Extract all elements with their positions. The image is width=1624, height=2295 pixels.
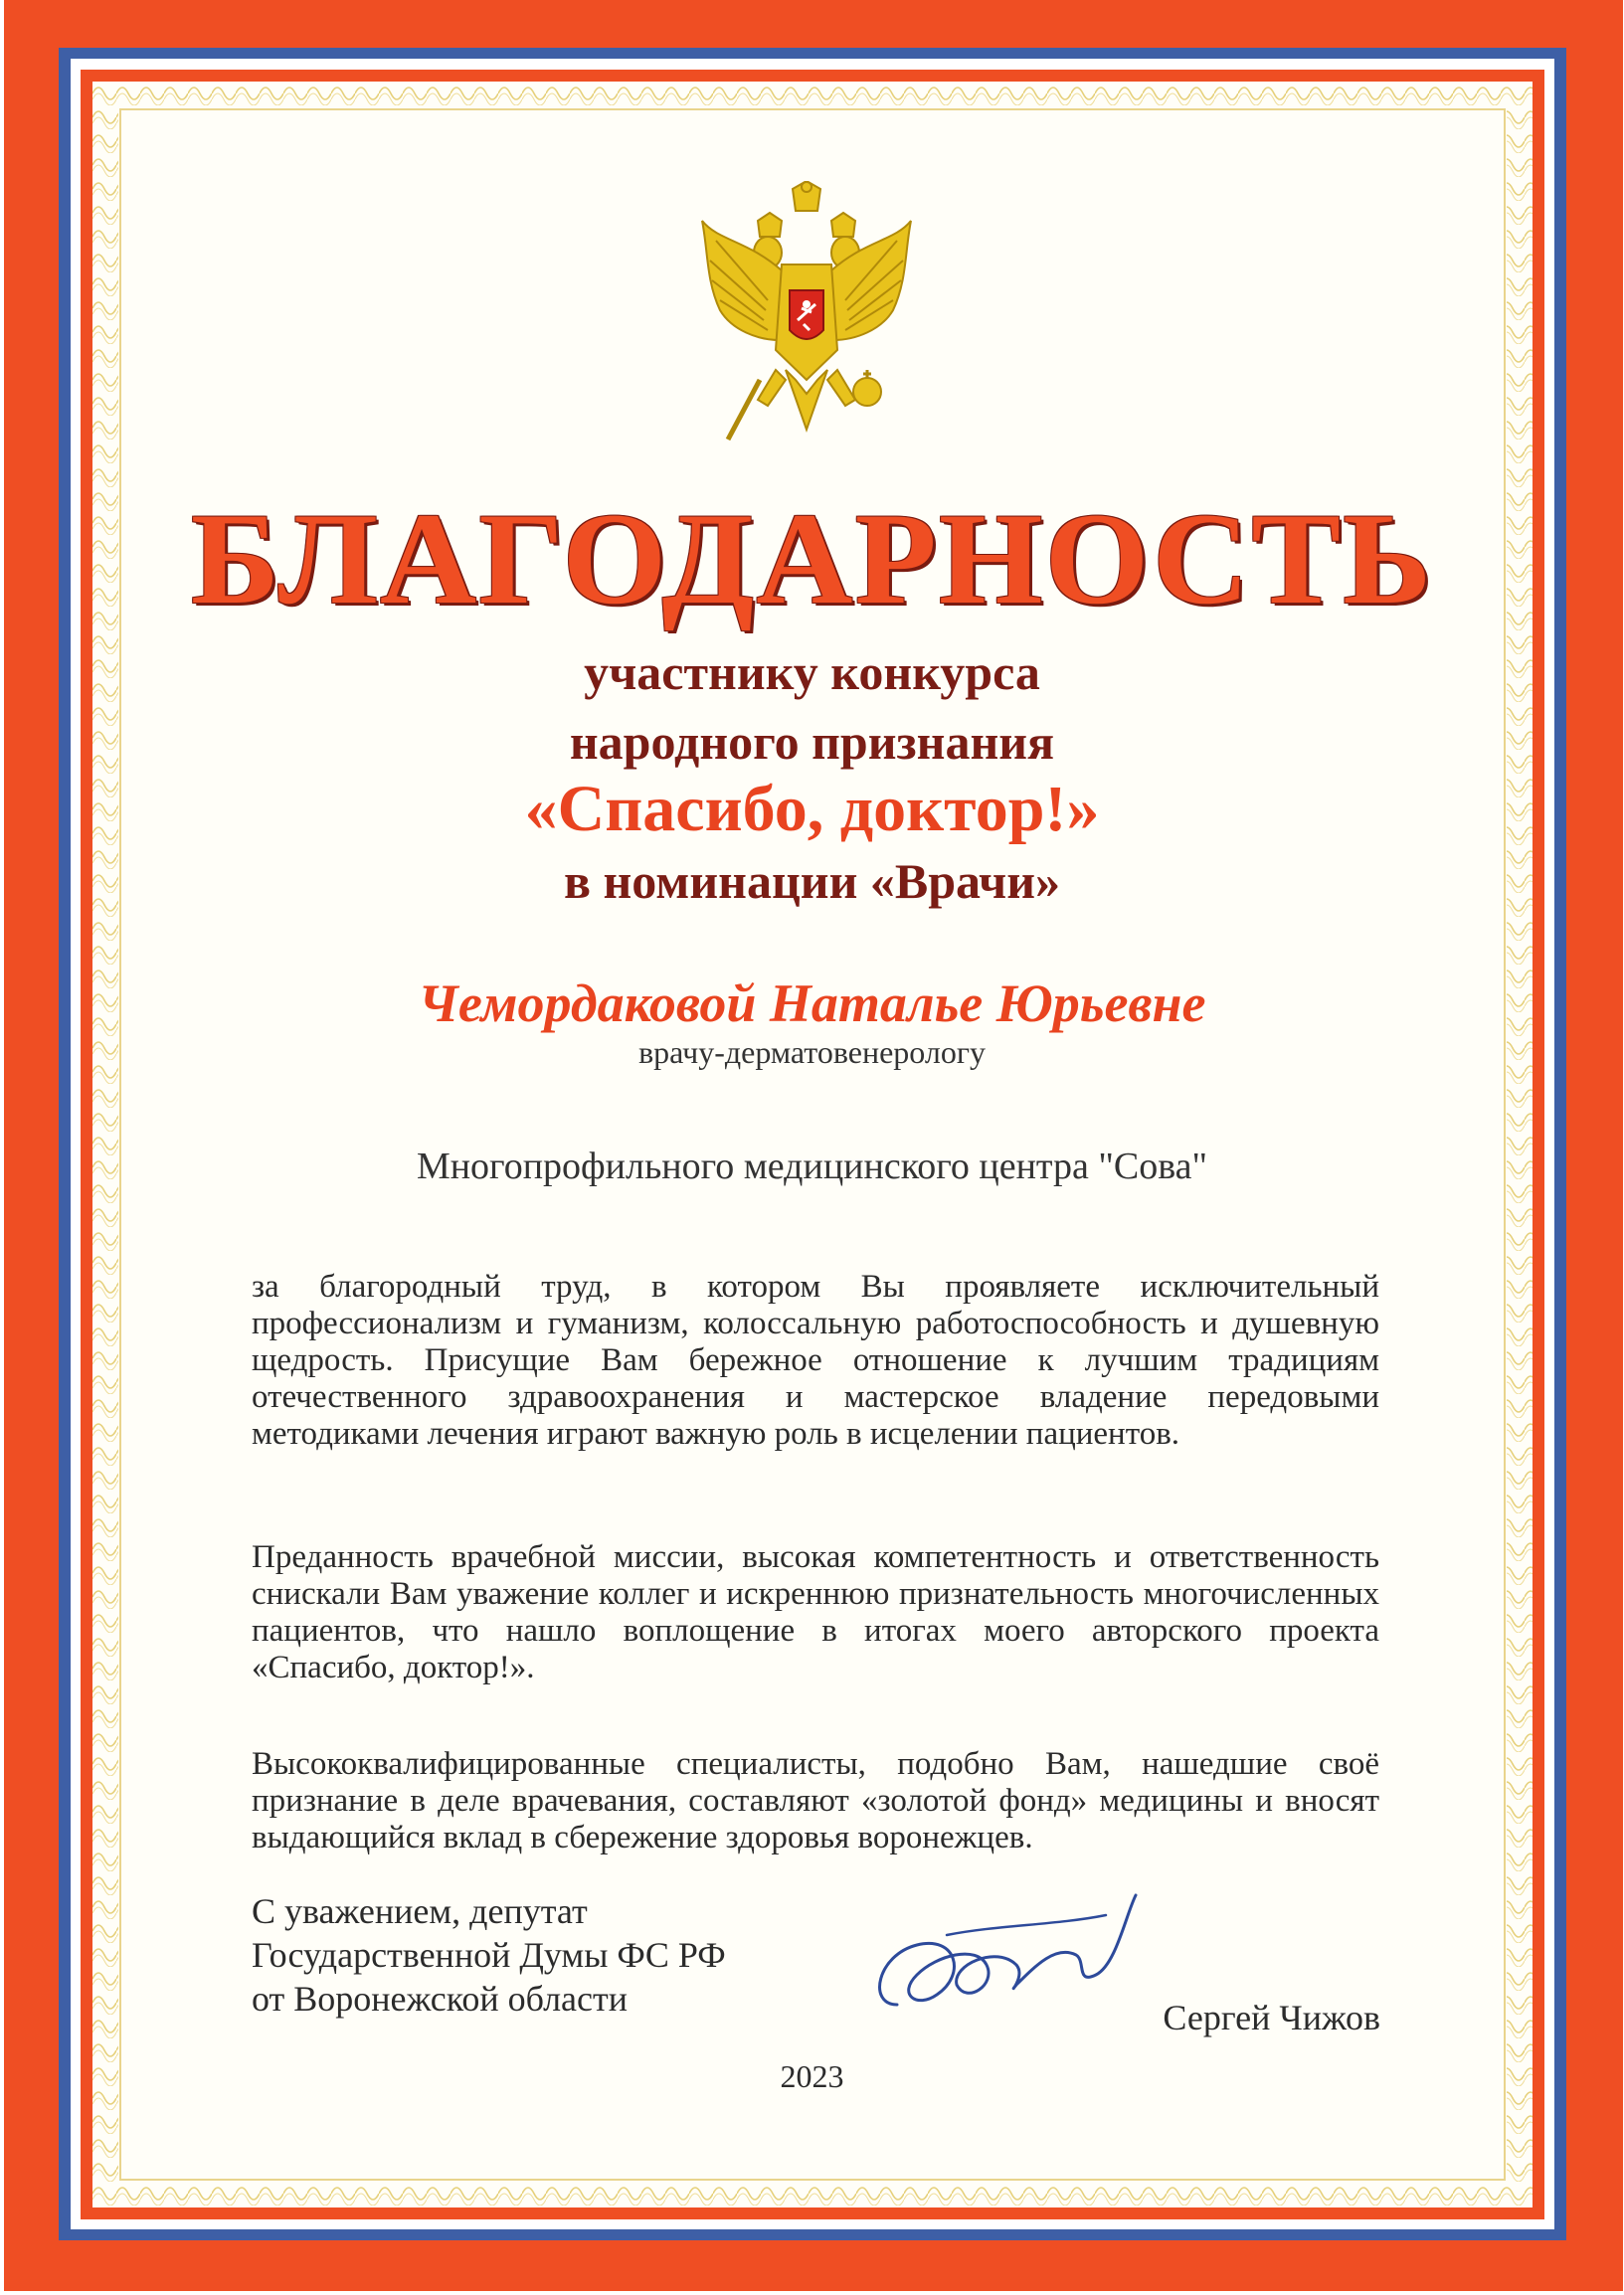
recipient-name: Чемордаковой Наталье Юрьевне: [418, 973, 1206, 1033]
contest-name: «Спасибо, доктор!»: [524, 773, 1100, 845]
paragraph-1: за благородный труд, в котором Вы проявляете исключительный профессионализм и гуманизм, колоссальную работоспособность и душевную щедрость. Присущие Вам бережное отношение к лучшим традициям отечественного здравоохранения и мастерское владение передовыми методиками лечения играют важную роль в исцелении пациентов.: [252, 1269, 1379, 1452]
paragraph-3: Высококвалифицированные специалисты, подобно Вам, нашедшие своё признание в деле врачевания, составляют «золотой фонд» медицины и вносят выдающийся вклад в сбережение здоровья воронежцев.: [252, 1746, 1379, 1855]
sign-block: [252, 1889, 888, 2021]
year: 2023: [780, 2058, 844, 2094]
subtitle-line-1: участнику конкурса: [584, 644, 1040, 700]
nomination: в номинации «Врачи»: [563, 853, 1061, 909]
paragraph-2: Преданность врачебной миссии, высокая компетентность и ответственность снискали Вам уважение коллег и искреннюю признательность многочисленных пациентов, что нашло воплощение в итогах моего авторского проекта «Спасибо, доктор!».: [252, 1539, 1379, 1685]
sign-line-1: С уважением, депутат: [252, 1891, 588, 1931]
signer-name: Сергей Чижов: [1163, 1998, 1380, 2037]
recipient-position: врачу-дерматовенерологу: [638, 1034, 986, 1070]
sign-line-3: от Воронежской области: [252, 1979, 628, 2019]
double-headed-eagle-icon: [698, 181, 915, 451]
certificate-title: БЛАГОДАРНОСТЬ: [190, 485, 1434, 631]
subtitle-line-2: народного признания: [569, 714, 1055, 770]
sign-line-2: Государственной Думы ФС РФ: [252, 1935, 726, 1975]
organization: Многопрофильного медицинского центра "Сова": [416, 1146, 1208, 1187]
signature-icon: [857, 1885, 1156, 2044]
